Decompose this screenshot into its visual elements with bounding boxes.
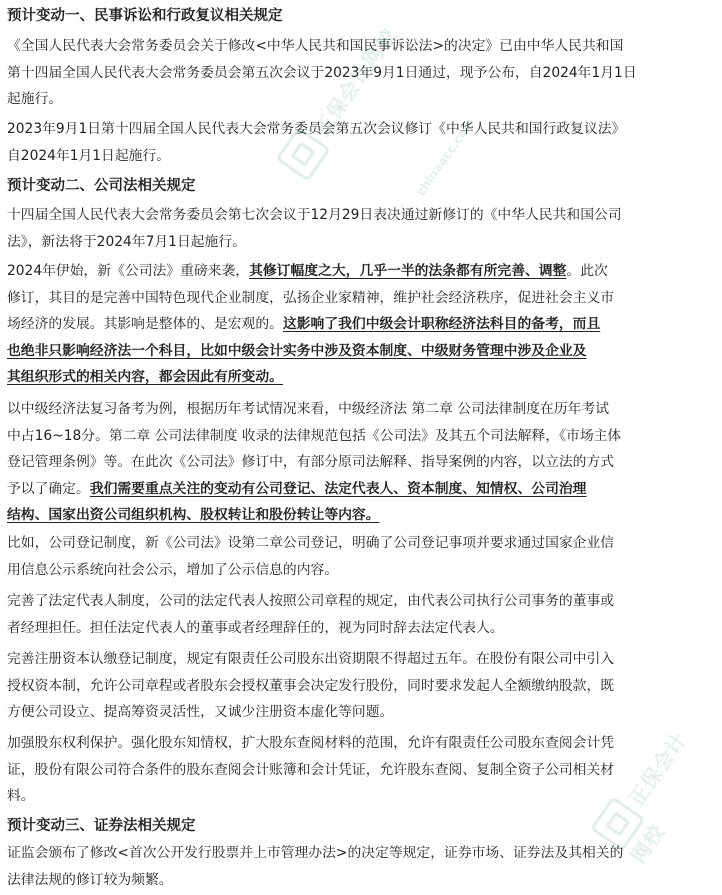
emphasis-text: 我们需要重点关注的变动有公司登记、法定代表人、资本制度、知情权、公司治理	[89, 480, 587, 497]
text-line: 方便公司设立、提高筹资灵活性，又诚少注册资本虚化等问题。	[7, 704, 394, 720]
text-line: 法律法规的修订较为频繁。	[7, 871, 173, 888]
text-line: 起施行。	[7, 91, 63, 107]
paragraph-civil-procedure	[7, 33, 717, 113]
text-line: 授权资本制，允许公司章程或者股东会授权董事会决定发行股份，同时要求发起人全额缴纳股款，既	[7, 677, 615, 694]
text-line: 比如，公司登记制度，新《公司法》设第二章公司登记，明确了公司登记事项并要求通过国家企业信	[7, 535, 615, 551]
text-line: 2023年9月1日第十四届全国人民代表大会常务委员会第五次会议修订《中华人民共和国行政复议法》	[7, 121, 626, 137]
text-line: 登记管理条例》等。在此次《公司法》修订中，有部分原司法解释、指导案例的内容，以立法的方式	[7, 454, 615, 470]
text-line: 中占16~18分。第二章 公司法律制度 收录的法律规范包括《公司法》及其五个司法解释，《市场主体	[7, 427, 622, 444]
section-heading-3: 预计变动三、证券法相关规定	[7, 818, 196, 834]
watermark-subtext: chinaacc.com	[413, 115, 478, 199]
text-line: 第十四届全国人民代表大会常务委员会第五次会议于2023年9月1日通过，现予公布，自2024年1月1日	[7, 64, 637, 81]
text-line: 用信息公示系统向社会公示，增加了公示信息的内容。	[7, 561, 339, 578]
text-line: 完善注册资本认缴登记制度，规定有限责任公司股东出资期限不得超过五年。在股份有限公司中引入	[7, 651, 615, 667]
watermark-text: 正保会计网校	[624, 727, 692, 868]
paragraph-registered-capital	[7, 646, 717, 726]
text-line: 以中级经济法复习备考为例，根据历年考试情况来看，中级经济法 第二章 公司法律制度在历年考试	[7, 401, 610, 417]
text-line: 《全国人民代表大会常务委员会关于修改<中华人民共和国民事诉讼法>的决定》已由中华人民共和国	[7, 38, 624, 54]
emphasis-text: 其修订幅度之大，几乎一半的法条都有所完善、调整	[249, 263, 567, 279]
text-line: 十四届全国人民代表大会常务委员会第七次会议于12月29日表决通过新修订的《中华人民共和国公司	[7, 207, 622, 223]
paragraph-company-law-passed	[7, 202, 717, 255]
text-line: 自2024年1月1日起施行。	[7, 147, 171, 164]
text-line: 料。	[7, 788, 35, 804]
text-run: 场经济的发展。其影响是整体的、是宏观的。	[7, 316, 283, 332]
text-line: 证，股份有限公司符合条件的股东查阅会计账簿和会计凭证，允许股东查阅、复制全资子公司相关材	[7, 761, 615, 778]
paragraph-securities-law	[7, 840, 717, 893]
text-line: 修订，其目的是完善中国特色现代企业制度，弘扬企业家精神，维护社会经济秩序，促进社会主义市	[7, 289, 615, 306]
paragraph-administrative-review	[7, 116, 717, 169]
text-run: 予以了确定。	[7, 480, 90, 497]
paragraph-exam-focus	[7, 396, 717, 529]
paragraph-company-law-impact	[7, 258, 717, 391]
emphasis-text: 结构、国家出资公司组织机构、股权转让和股份转让等内容。	[7, 507, 380, 523]
text-run: 。此次	[566, 263, 608, 279]
text-line: 者经理担任。担任法定代表人的董事或者经理辞任的，视为同时辞去法定代表人。	[7, 619, 504, 636]
text-line: 法》，新法将于2024年7月1日起施行。	[7, 233, 246, 250]
emphasis-text: 也绝非只影响经济法一个科目，比如中级会计实务中涉及资本制度、中级财务管理中涉及企业及	[7, 342, 587, 359]
emphasis-text: 其组织形式的相关内容，都会因此有所变动。	[7, 369, 283, 385]
emphasis-text: 这影响了我们中级会计职称经济法科目的备考，而且	[282, 316, 601, 332]
text-run: 2024年伊始，新《公司法》重磅来袭，	[7, 263, 250, 279]
paragraph-shareholder-rights	[7, 730, 717, 810]
watermark-text: 正保会计网校	[309, 23, 402, 141]
text-line: 证监会颁布了修改<首次公开发行股票并上市管理办法>的决定等规定，证券市场、证券法及其相关的	[7, 845, 624, 861]
paragraph-legal-representative	[7, 588, 717, 641]
section-heading-1: 预计变动一、民事诉讼和行政复议相关规定	[7, 8, 283, 24]
text-line: 加强股东权利保护。强化股东知情权，扩大股东查阅材料的范围，允许有限责任公司股东查阅会计凭	[7, 735, 615, 751]
paragraph-registration	[7, 530, 717, 583]
text-line: 完善了法定代表人制度，公司的法定代表人按照公司章程的规定，由代表公司执行公司事务的董事或	[7, 593, 615, 609]
section-heading-2: 预计变动二、公司法相关规定	[7, 178, 196, 194]
